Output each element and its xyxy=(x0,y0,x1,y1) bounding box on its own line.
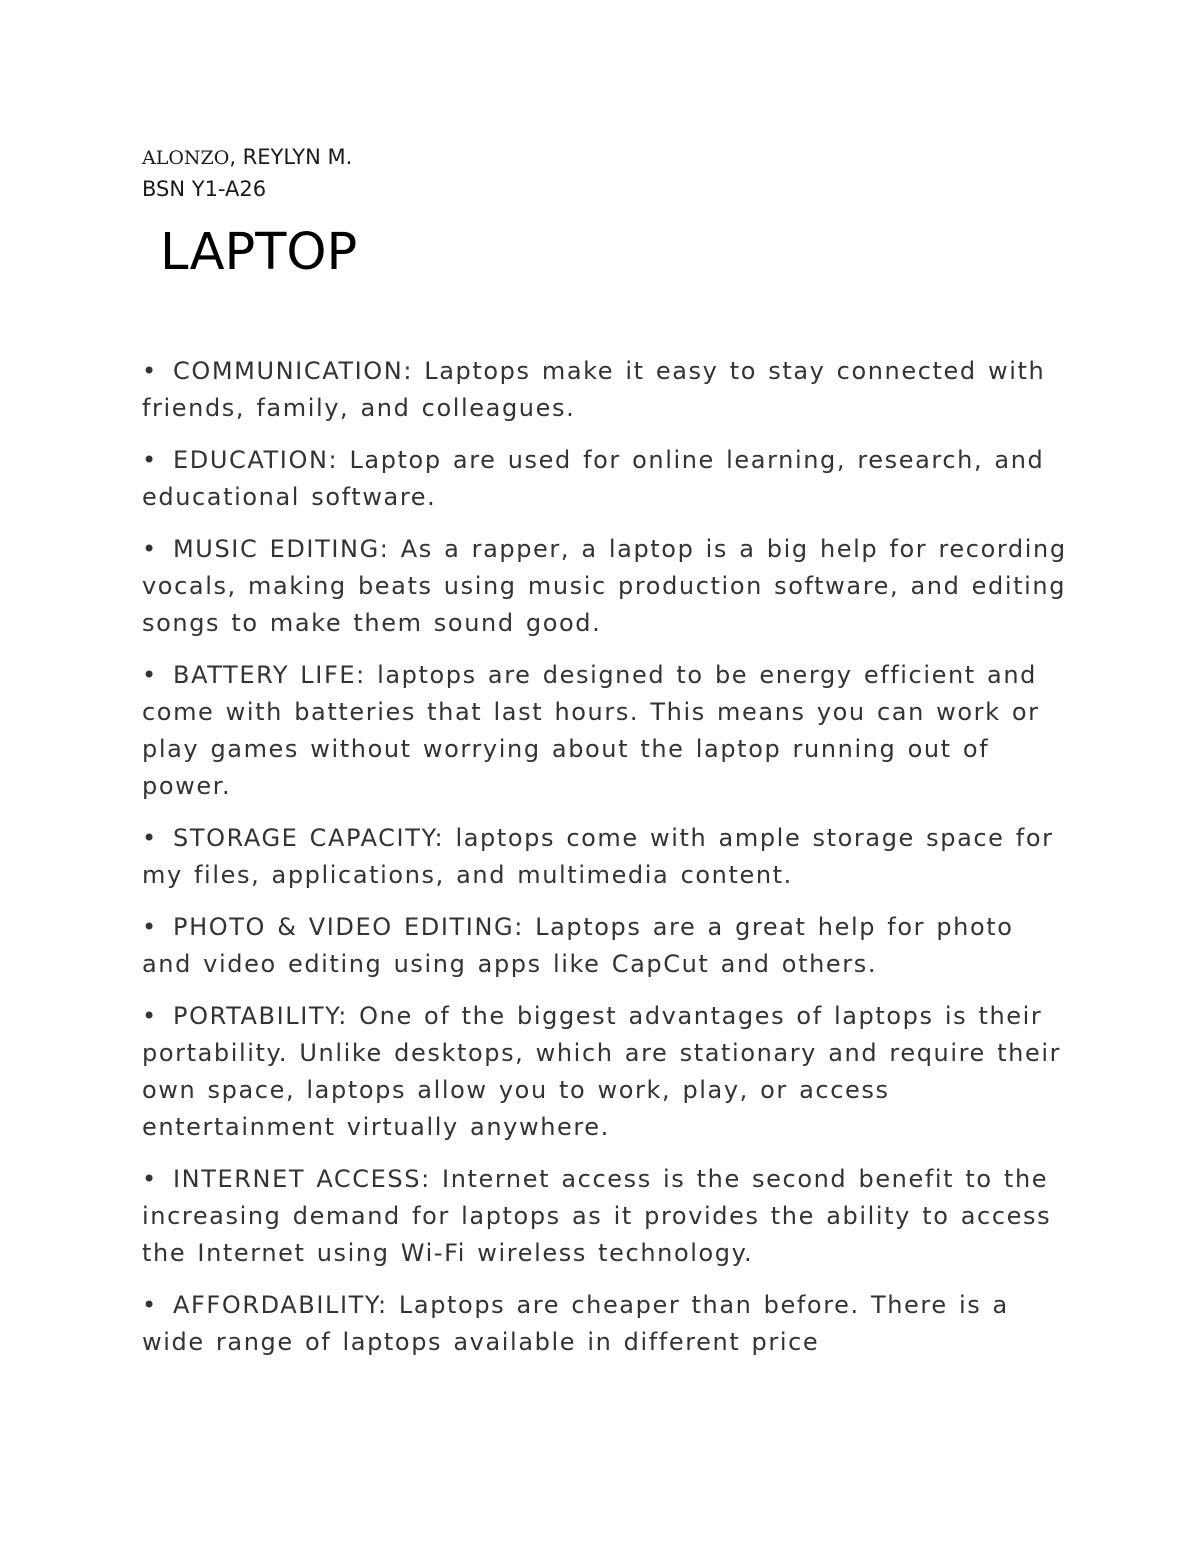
item-text: laptops come with ample storage space for my files, applications, and multimedia content. xyxy=(142,824,1054,889)
item-text: As a rapper, a laptop is a big help for recording vocals, making beats using music production software, and editing songs to make them sound good. xyxy=(142,535,1067,637)
list-item-portability xyxy=(142,998,1072,1146)
list-item-education xyxy=(142,442,1072,516)
document-title: LAPTOP xyxy=(160,223,358,282)
bullet-icon: • xyxy=(142,824,158,852)
bullet-icon: • xyxy=(142,535,158,563)
item-text: Laptop are used for online learning, research, and educational software. xyxy=(142,446,1045,511)
bullet-icon: • xyxy=(142,661,158,689)
item-text: laptops are designed to be energy efficient and come with batteries that last hours. This means you can work or play games without worrying about the laptop running out of power. xyxy=(142,661,1040,800)
item-text: One of the biggest advantages of laptops is their portability. Unlike desktops, which are stationary and require their own space, laptops allow you to work, play, or access entertainment virtually anywhere. xyxy=(142,1002,1062,1141)
student-section: BSN Y1-A26 xyxy=(142,177,267,201)
list-item-communication xyxy=(142,353,1072,427)
benefits-list xyxy=(142,353,1072,1376)
list-item-battery-life xyxy=(142,657,1072,805)
item-label: PHOTO & VIDEO EDITING: xyxy=(173,913,524,941)
bullet-icon: • xyxy=(142,1165,158,1193)
item-label: EDUCATION: xyxy=(173,446,339,474)
list-item-internet-access xyxy=(142,1161,1072,1272)
student-surname: ALONZO xyxy=(142,147,230,169)
bullet-icon: • xyxy=(142,913,158,941)
item-text: Laptops are a great help for photo and video editing using apps like CapCut and others. xyxy=(142,913,1014,978)
bullet-icon: • xyxy=(142,1291,158,1319)
item-label: INTERNET ACCESS: xyxy=(173,1165,431,1193)
list-item-storage-capacity xyxy=(142,820,1072,894)
item-label: MUSIC EDITING: xyxy=(173,535,390,563)
student-header xyxy=(142,142,352,205)
item-text: Laptops make it easy to stay connected with friends, family, and colleagues. xyxy=(142,357,1046,422)
bullet-icon: • xyxy=(142,446,158,474)
item-label: BATTERY LIFE: xyxy=(173,661,366,689)
list-item-photo-video-editing xyxy=(142,909,1072,983)
item-label: PORTABILITY: xyxy=(173,1002,348,1030)
item-text: Laptops are cheaper than before. There is a wide range of laptops available in different price xyxy=(142,1291,1009,1356)
item-label: STORAGE CAPACITY: xyxy=(173,824,445,852)
bullet-icon: • xyxy=(142,1002,158,1030)
item-text: Internet access is the second benefit to the increasing demand for laptops as it provides the ability to access the Internet using Wi-Fi wireless technology. xyxy=(142,1165,1052,1267)
list-item-affordability xyxy=(142,1287,1072,1361)
student-name-line xyxy=(142,142,352,174)
list-item-music-editing xyxy=(142,531,1072,642)
item-label: COMMUNICATION: xyxy=(173,357,414,385)
bullet-icon: • xyxy=(142,357,158,385)
student-given-name: , REYLYN M. xyxy=(229,145,353,169)
item-label: AFFORDABILITY: xyxy=(173,1291,388,1319)
